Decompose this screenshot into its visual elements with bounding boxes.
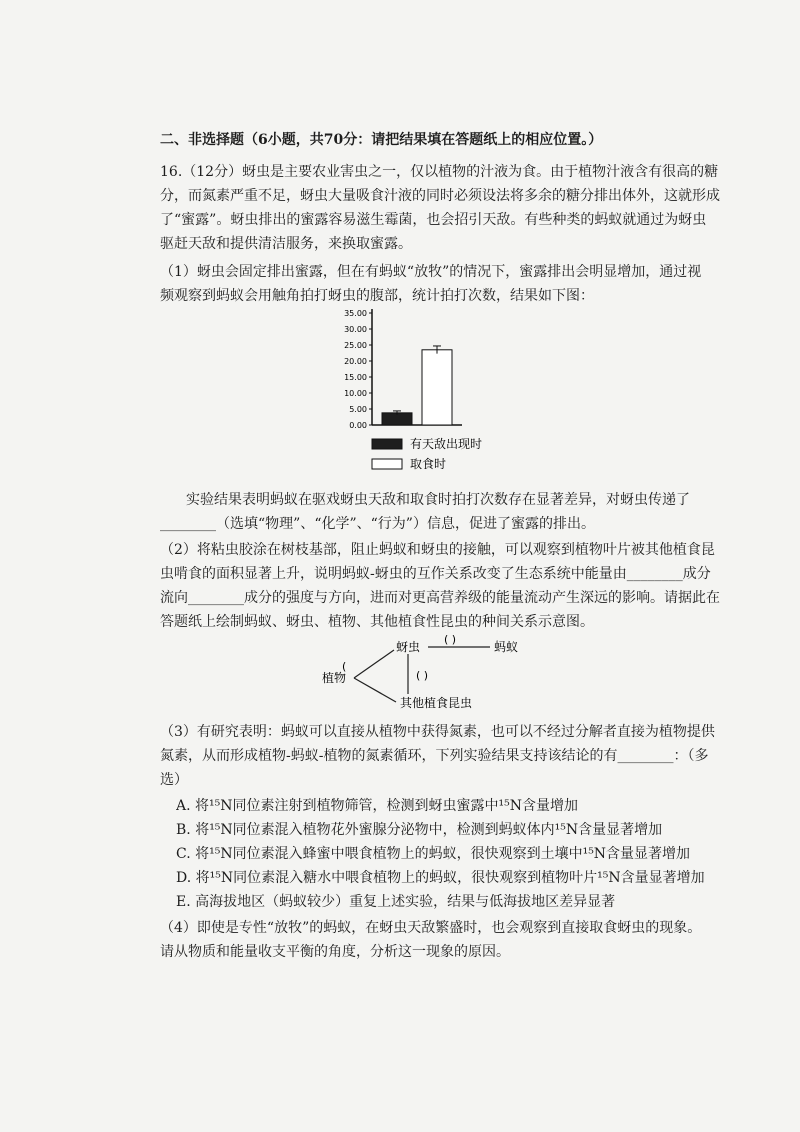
plant-insect-line <box>354 678 396 702</box>
y-tick-label: 25.00 <box>344 341 367 350</box>
intro-line-2: 分，而氮素严重不足，蚜虫大量吸食汁液的同时必须设法将多余的糖分排出体外，这就形成 <box>160 188 720 204</box>
option-a: A. 将¹⁵N同位素注射到植物筛管，检测到蚜虫蜜露中¹⁵N含量增加 <box>176 798 578 814</box>
intro-line-3: 了“蜜露”。蚜虫排出的蜜露容易滋生霉菌，也会招引天敌。有些种类的蚂蚁就通过为蚜虫 <box>160 212 707 228</box>
q4-line-2: 请从物质和能量收支平衡的角度，分析这一现象的原因。 <box>160 944 510 960</box>
relation-diagram <box>318 632 548 712</box>
legend-label-2: 取食时 <box>410 457 447 471</box>
diagram-ant: 蚂蚁 <box>494 640 519 654</box>
bar-2 <box>422 350 452 425</box>
diagram-aphid: 蚜虫 <box>396 640 421 654</box>
y-tick-label: 0.00 <box>349 421 367 430</box>
q3-line-2: 氮素，从而形成植物-蚂蚁-植物的氮素循环，下列实验结果支持该结论的有________：（多 <box>160 748 709 764</box>
option-b: B. 将¹⁵N同位素混入植物花外蜜腺分泌物中，检测到蚂蚁体内¹⁵N含量显著增加 <box>176 822 663 838</box>
after-chart-line-1: 实验结果表明蚂蚁在驱戏蚜虫天敌和取食时拍打次数存在显著差异，对蚜虫传递了 <box>186 492 690 508</box>
diagram-blank-mid: ( ) <box>416 669 429 682</box>
y-tick-label: 10.00 <box>344 389 367 398</box>
q4-line-1: （4）即使是专性“放牧”的蚂蚁，在蚜虫天敌繁盛时，也会观察到直接取食蚜虫的现象。 <box>160 920 702 936</box>
diagram-other-insects: 其他植食昆虫 <box>400 696 473 710</box>
option-e: E. 高海拔地区（蚂蚁较少）重复上述实验，结果与低海拔地区差异显著 <box>176 894 616 910</box>
diagram-plant: 植物 <box>322 671 347 685</box>
after-chart-line-2: ________（选填“物理”、“化学”、“行为”）信息，促进了蜜露的排出。 <box>160 516 595 532</box>
y-tick-label: 5.00 <box>349 405 367 414</box>
q3-line-3: 选） <box>160 772 188 788</box>
y-tick-label: 20.00 <box>344 357 367 366</box>
plant-aphid-line <box>354 650 394 678</box>
legend-swatch-2 <box>372 459 402 469</box>
legend-label-1: 有天敌出现时 <box>410 437 483 451</box>
intro-line-1: 16.（12分）蚜虫是主要农业害虫之一，仅以植物的汁液为食。由于植物汁液含有很高的糖 <box>160 164 719 180</box>
q2-line-2: 虫啃食的面积显著上升，说明蚂蚁-蚜虫的互作关系改变了生态系统中能量由________成分 <box>160 566 711 582</box>
q1-line-1: （1）蚜虫会固定排出蜜露，但在有蚂蚁“放牧”的情况下，蜜露排出会明显增加，通过视 <box>160 264 702 280</box>
intro-line-4: 驱赶天敌和提供清洁服务，来换取蜜露。 <box>160 236 412 252</box>
q2-line-1: （2）将粘虫胶涂在树枝基部，阻止蚂蚁和蚜虫的接触，可以观察到植物叶片被其他植食昆 <box>160 542 715 558</box>
q1-line-2: 频观察到蚂蚁会用触角拍打蚜虫的腹部，统计拍打次数，结果如下图： <box>160 288 594 304</box>
y-tick-label: 35.00 <box>344 309 367 318</box>
y-tick-label: 30.00 <box>344 325 367 334</box>
q2-line-3: 流向________成分的强度与方向，进而对更高营养级的能量流动产生深远的影响。请据此在 <box>160 590 720 606</box>
y-tick-label: 15.00 <box>344 373 367 382</box>
option-c: C. 将¹⁵N同位素混入蜂蜜中喂食植物上的蚂蚁，很快观察到土壤中¹⁵N含量显著增加 <box>176 846 691 862</box>
diagram-blank-left: ( <box>342 660 347 673</box>
diagram-blank-top: ( ) <box>444 633 457 646</box>
q2-line-4: 答题纸上绘制蚂蚁、蚜虫、植物、其他植食性昆虫的种间关系示意图。 <box>160 614 594 630</box>
q3-line-1: （3）有研究表明：蚂蚁可以直接从植物中获得氮素，也可以不经过分解者直接为植物提供 <box>160 724 715 740</box>
section-header: 二、非选择题（6小题，共70分：请把结果填在答题纸上的相应位置。） <box>160 132 603 148</box>
option-d: D. 将¹⁵N同位素混入糖水中喂食植物上的蚂蚁，很快观察到植物叶片¹⁵N含量显著增加 <box>176 870 705 886</box>
bar-chart <box>330 300 510 480</box>
legend-swatch-1 <box>372 439 402 449</box>
